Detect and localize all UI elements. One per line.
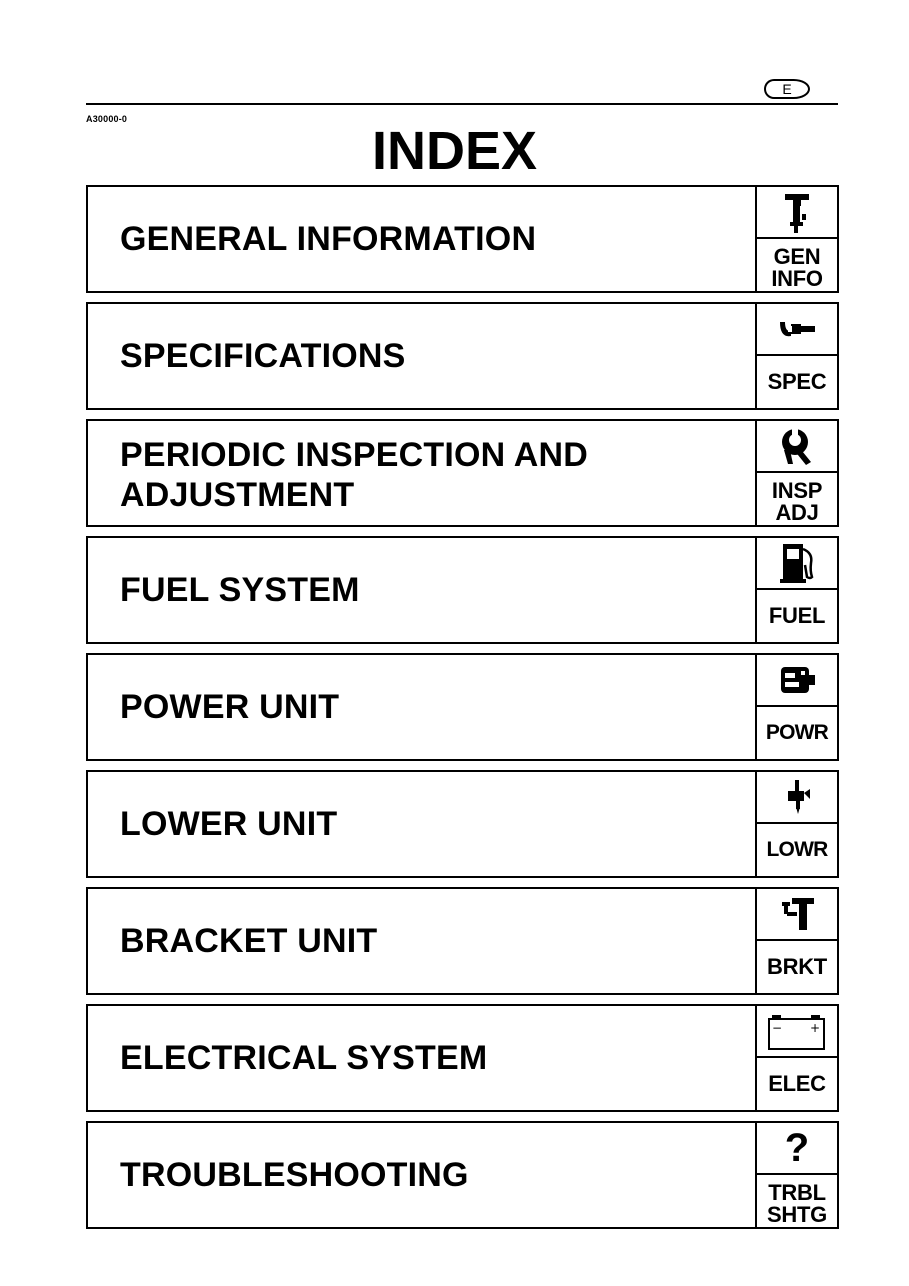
section-label: FUEL SYSTEM (120, 571, 360, 609)
battery-minus-sign: − (771, 1021, 783, 1035)
section-tab[interactable] (755, 304, 837, 408)
section-troubleshooting[interactable] (86, 1121, 839, 1229)
header-rule (86, 103, 838, 105)
section-power-unit[interactable] (86, 653, 839, 761)
section-label: TROUBLESHOOTING (120, 1156, 469, 1194)
section-lower-unit[interactable] (86, 770, 839, 878)
battery-icon (757, 1006, 837, 1058)
section-tab[interactable] (755, 1006, 837, 1110)
section-fuel-system[interactable] (86, 536, 839, 644)
document-code: A30000-0 (86, 114, 128, 124)
section-label: SPECIFICATIONS (120, 337, 406, 375)
engine-icon (757, 655, 837, 707)
section-abbreviation: INSP ADJ (771, 478, 823, 525)
section-label: POWER UNIT (120, 688, 340, 726)
section-list (86, 185, 839, 1229)
section-tab[interactable] (755, 421, 837, 525)
section-tab[interactable] (755, 538, 837, 642)
question-glyph: ? (784, 1126, 810, 1170)
section-label: GENERAL INFORMATION (120, 220, 537, 258)
section-abbreviation: GEN INFO (771, 244, 823, 291)
section-electrical-system[interactable] (86, 1004, 839, 1112)
section-label: LOWER UNIT (120, 805, 338, 843)
section-abbreviation: BRKT (767, 954, 827, 979)
section-abbreviation: TRBL SHTG (767, 1180, 827, 1227)
micrometer-icon (757, 304, 837, 356)
outboard-motor-icon (757, 187, 837, 239)
section-abbreviation: LOWR (766, 838, 828, 861)
section-tab[interactable] (755, 187, 837, 291)
section-tab[interactable] (755, 655, 837, 759)
battery-plus-sign: + (809, 1021, 821, 1035)
bracket-icon (757, 889, 837, 941)
section-label: PERIODIC INSPECTION AND ADJUSTMENT (120, 436, 589, 514)
section-tab[interactable] (755, 1123, 837, 1227)
section-label: ELECTRICAL SYSTEM (120, 1039, 488, 1077)
page-title: INDEX (371, 121, 538, 181)
section-abbreviation: FUEL (768, 603, 826, 628)
section-bracket-unit[interactable] (86, 887, 839, 995)
section-tab[interactable] (755, 889, 837, 993)
fuel-pump-icon (757, 538, 837, 590)
question-icon (757, 1123, 837, 1175)
section-periodic-inspection[interactable] (86, 419, 839, 527)
section-abbreviation: POWR (765, 721, 829, 744)
lower-unit-icon (757, 772, 837, 824)
section-specifications[interactable] (86, 302, 839, 410)
section-general-information[interactable] (86, 185, 839, 293)
wrench-icon (757, 421, 837, 473)
section-label: BRACKET UNIT (120, 922, 378, 960)
section-abbreviation: SPEC (767, 369, 827, 394)
section-abbreviation: ELEC (768, 1071, 826, 1096)
section-tab[interactable] (755, 772, 837, 876)
language-badge: E (764, 79, 810, 99)
